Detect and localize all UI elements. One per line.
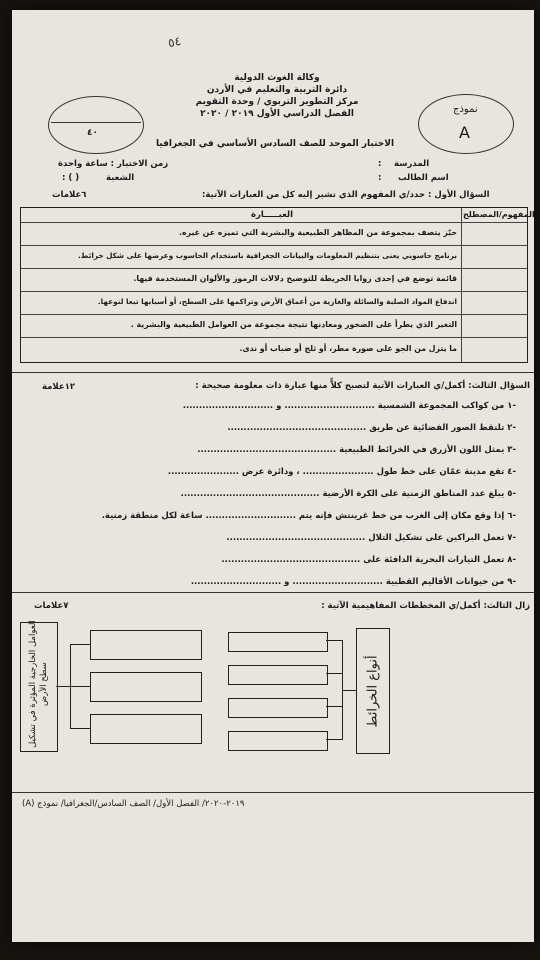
q2-item-number: -٧ [507,533,516,543]
section-label: الشعبة [106,173,135,183]
q2-item [66,402,516,424]
q2-item-number: -٢ [507,423,516,433]
q3-marks: ٧علامات [34,601,69,611]
q1-row-1: حيّز يتصف بمجموعة من المظاهر الطبيعية والبشرية التي تميزه عن غيره. [179,228,457,237]
map-type-answer-box[interactable] [228,632,328,652]
map-types-label: أنواع الخرائط [365,655,381,728]
section-value: : ( ) [62,173,80,183]
q1-row-2: برنامج حاسوبي يعنى بتنظيم المعلومات والبيانات الجغرافية باستخدام الحاسوب وعرضها على شكل خرائط. [78,251,457,260]
q2-blank[interactable]: ........................................... [227,423,367,433]
q2-item-text: من حيوانات الأقاليم القطبية [385,577,505,587]
q2-list [66,402,516,600]
q2-item [66,534,516,556]
q1-col-statement: العبـــــارة [251,210,294,220]
q2-blank[interactable]: ........................................... [180,489,320,499]
q2-marks: ١٢علامة [42,382,76,392]
student-label: اسم الطالب [398,173,449,183]
q2-item [66,446,516,468]
score-total: ٤٠ [87,128,98,138]
model-letter: A [459,123,470,142]
q2-blank[interactable]: ...................... ، ودائرة عرض ...................... [167,467,374,477]
q2-blank[interactable]: ............................ و ............................ [182,401,375,411]
dept-name: دائرة التربية والتعليم في الأردن [206,85,348,95]
q2-item-number: -١ [507,401,516,411]
q2-item-text: تعمل البراكين على تشكيل التلال [368,533,505,543]
external-factors-root-box [20,622,58,752]
q3-title: زال الثالث: أكمل/ي المخططات المفاهيمية الآتية : [321,601,530,611]
model-circle [418,94,514,154]
q2-item [66,512,516,534]
map-types-root-box [356,628,390,754]
q1-marks: ٦علامات [52,190,87,200]
school-label: المدرسة [394,159,430,169]
external-factor-answer-box[interactable] [90,630,202,660]
q1-row-5: التغير الذي يطرأ على الصخور ومعادنها نتيجة مجموعة من العوامل الطبيعية والبشرية . [130,320,457,329]
external-factors-label: العوامل الخارجية المؤثرة في تشكيل سطح الأرض [27,620,49,748]
q2-item-text: من كواكب المجموعة الشمسية [377,401,505,411]
q2-item-text: يبلغ عدد المناطق الزمنية على الكرة الأرضية [322,489,505,499]
q2-item-text: تلتقط الصور الفضائية عن طريق [369,423,505,433]
external-factor-answer-box[interactable] [90,672,202,702]
header-block [162,74,392,122]
footer-text: ٢٠١٩-٢٠٢٠/ الفصل الأول/ الصف السادس/الجغرافيا/ نموذج (A) [22,799,245,809]
exam-title: الاختبار الموحد للصف السادس الأساسي في الجغرافيا [155,139,395,149]
center-name: مركز التطوير التربوي / وحدة التقويم [195,97,359,107]
q2-item-number: -٣ [507,445,516,455]
q2-item [66,578,516,600]
q2-item [66,556,516,578]
q1-row-6: ما يتزل من الجو على صورة مطر، أو ثلج أو ضباب أو ندى. [239,344,457,353]
q2-item-number: -٥ [507,489,516,499]
term: الفصل الدراسي الأول ٢٠١٩ / ٢٠٢٠ [200,109,354,119]
q2-item [66,424,516,446]
q2-item [66,490,516,512]
q2-blank[interactable]: ........................................... [197,445,337,455]
external-factor-answer-box[interactable] [90,714,202,744]
q2-item-text: يمثل اللون الأزرق في الخرائط الطبيعية [339,445,505,455]
q2-blank[interactable]: ............................ و ............................ [190,577,383,587]
q1-title: السؤال الأول : حدد/ي المفهوم الذي تشير إليه كل من العبارات الآتية: [202,190,490,200]
q2-item [66,468,516,490]
school-colon: : [378,159,382,169]
q2-item-text: إذا وقع مكان إلى الغرب من خط غرينتش فإنه يتم [298,511,505,521]
q2-item-text: تقع مدينة عمّان على خط طول [376,467,505,477]
q2-item-text: تعمل التيارات البحرية الدافئة على [363,555,505,565]
org-name: وكالة الغوث الدولية [234,73,320,83]
q1-row-3: قائمة توضع في إحدى زوايا الخريطة للتوضيح دلالات الرموز والألوان المستخدمة فيها. [133,274,457,283]
q2-item-number: -٨ [507,555,516,565]
q2-item-number: -٦ [507,511,516,521]
map-type-answer-box[interactable] [228,665,328,685]
model-label: نموذج [453,104,478,115]
q1-table [20,207,535,363]
exam-paper [12,10,534,942]
q1-row-4: اندفاع المواد الصلبة والسائلة والغازية من أعماق الأرض وتراكمها على السطح، أو أسبابها تبعا لنوعها. [97,297,457,306]
q2-item-number: -٤ [507,467,516,477]
q2-item-number: -٩ [507,577,516,587]
q2-blank[interactable]: ........................................... [226,533,366,543]
map-type-answer-box[interactable] [228,731,328,751]
q2-blank[interactable]: ............................ ساعة لكل منطقة زمنية. [101,511,296,521]
time-label: زمن الاختبار : ساعة واحدة [58,159,169,169]
map-type-answer-box[interactable] [228,698,328,718]
q2-blank[interactable]: ........................................... [221,555,361,565]
handwritten-mark: ٥٤ [166,33,183,51]
q2-title: السؤال الثالث: أكمل/ي العبارات الآتية لتصبح كلاًّ منها عبارة ذات معلومة صحيحة : [195,381,530,391]
student-colon: : [378,173,382,183]
q1-col-concept: المفهوم/المصطلح [463,210,535,219]
